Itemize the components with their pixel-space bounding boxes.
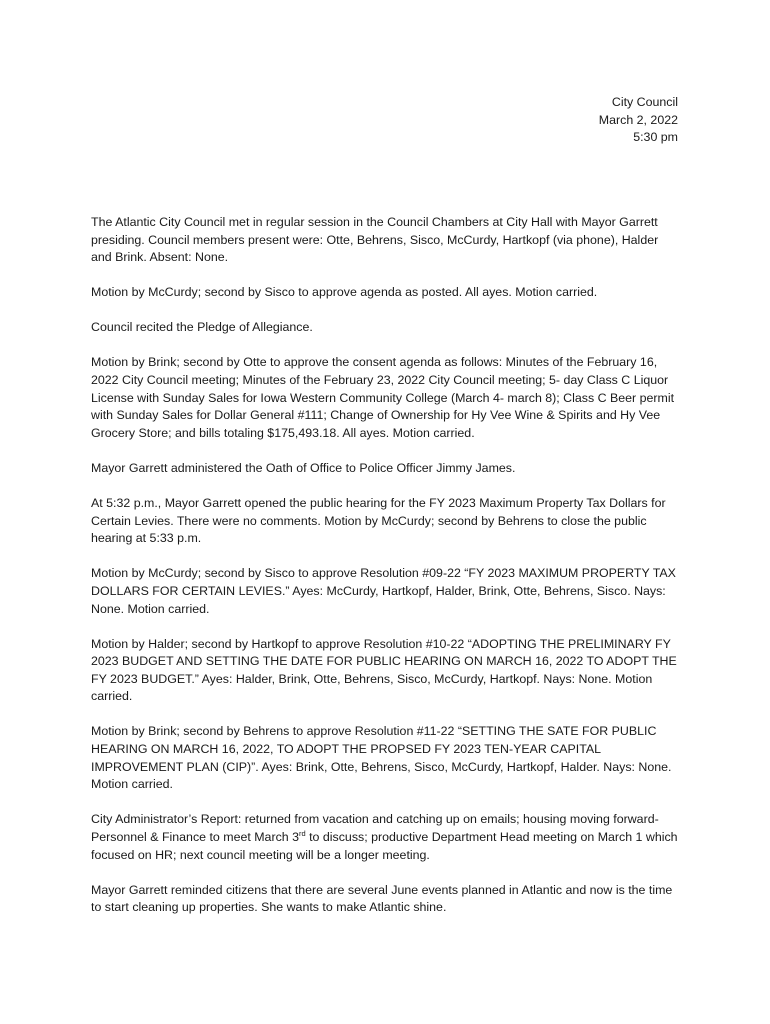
paragraph-pledge: Council recited the Pledge of Allegiance.: [91, 320, 313, 335]
minutes-header: [599, 94, 678, 147]
admin-report-text-end: to discuss; productive Department Head meeting on March 1 which focused on HR; next council meeting will be a longer meeting.: [91, 829, 678, 862]
paragraph-agenda-motion: Motion by McCurdy; second by Sisco to approve agenda as posted. All ayes. Motion carried.: [91, 285, 598, 300]
paragraph-resolution-11-22: Motion by Brink; second by Behrens to approve Resolution #11-22 “SETTING THE SATE FOR PUBLIC HEARING ON MARCH 16, 2022, TO ADOPT THE PROPSED FY 2023 TEN-YEAR CAPITAL IMPROVEMENT PLAN (CIP)”. Ayes: Brink, Otte, Behrens, Sisco, McCurdy, Hartkopf, Halder. Nays: None. Motion carried.: [91, 724, 672, 792]
minutes-body: [91, 214, 681, 934]
paragraph-mayor-reminder: Mayor Garrett reminded citizens that there are several June events planned in Atlantic and now is the time to start cleaning up properties. She wants to make Atlantic shine.: [91, 882, 673, 915]
meeting-time: 5:30 pm: [633, 130, 678, 144]
paragraph-roll-call: The Atlantic City Council met in regular session in the Council Chambers at City Hall with Mayor Garrett presiding. Council members present were: Otte, Behrens, Sisco, McCurdy, Hartkopf (via phone), Halder and Brink. Absent: None.: [91, 215, 659, 265]
council-name: City Council: [611, 95, 678, 109]
admin-report-text-start: City Administrator’s Report: returned from vacation and catching up on emails; housing moving forward- Personnel & Finance to meet March 3: [91, 812, 659, 844]
paragraph-administrator-report: [91, 811, 681, 864]
paragraph-resolution-09-22: Motion by McCurdy; second by Sisco to approve Resolution #09-22 “FY 2023 MAXIMUM PROPERTY TAX DOLLARS FOR CERTAIN LEVIES.” Ayes: McCurdy, Hartkopf, Halder, Brink, Otte, Behrens, Sisco. Nays: None. Motion carried.: [91, 566, 676, 616]
ordinal-suffix: rd: [299, 828, 306, 838]
meeting-date: March 2, 2022: [598, 112, 678, 127]
paragraph-oath-of-office: Mayor Garrett administered the Oath of Office to Police Officer Jimmy James.: [91, 460, 516, 475]
paragraph-consent-agenda: Motion by Brink; second by Otte to approve the consent agenda as follows: Minutes of the February 16, 2022 City Council meeting; Minutes of the February 23, 2022 City Council meeting; 5- day Class C Liquor License with Sunday Sales for Iowa Western Community College (March 4- march 8); Class C Beer permit with Sunday Sales for Dollar General #111; Change of Ownership for Hy Vee Wine & Spirits and Hy Vee Grocery Store; and bills totaling $175,493.18. All ayes. Motion carried.: [91, 355, 675, 440]
paragraph-public-hearing: At 5:32 p.m., Mayor Garrett opened the public hearing for the FY 2023 Maximum Property Tax Dollars for Certain Levies. There were no comments. Motion by McCurdy; second by Behrens to close the public hearing at 5:33 p.m.: [91, 496, 666, 546]
paragraph-resolution-10-22: Motion by Halder; second by Hartkopf to approve Resolution #10-22 “ADOPTING THE PRELIMINARY FY 2023 BUDGET AND SETTING THE DATE FOR PUBLIC HEARING ON MARCH 16, 2022 TO ADOPT THE FY 2023 BUDGET.” Ayes: Halder, Brink, Otte, Behrens, Sisco, McCurdy, Hartkopf. Nays: None. Motion carried.: [91, 636, 677, 704]
